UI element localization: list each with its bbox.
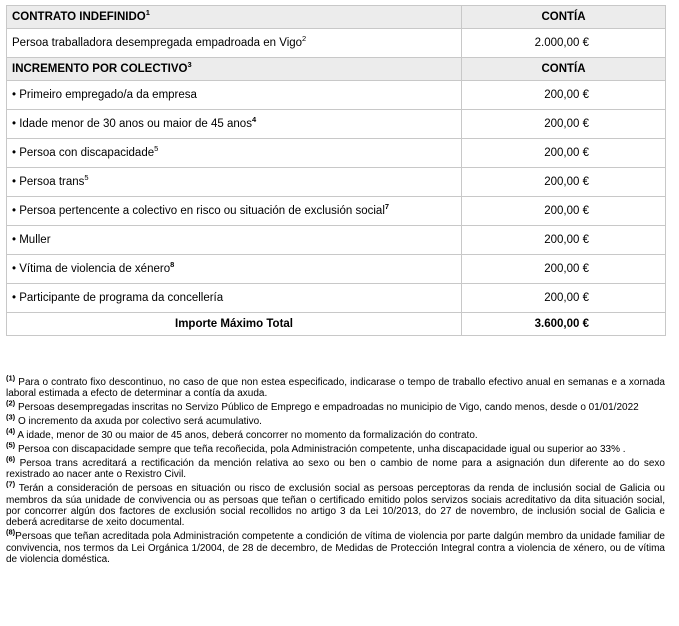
row-label-text: • Idade menor de 30 anos ou maior de 45 anos (12, 118, 252, 130)
footnote-2 (6, 398, 665, 414)
subsidy-table (6, 5, 666, 336)
footnote-1 (6, 373, 665, 400)
footnote-5 (6, 440, 665, 456)
row-amount: 200,00 € (462, 139, 666, 168)
footnote-mark: (6) (6, 454, 16, 464)
footnote-4 (6, 426, 665, 442)
footnote-mark: (7) (6, 479, 16, 489)
total-amount: 3.600,00 € (462, 313, 666, 336)
footnote-ref: 5 (84, 173, 89, 183)
amount-column-header: CONTÍA (462, 58, 666, 81)
footnote-text: O incremento da axuda por colectivo será acumulativo. (15, 416, 262, 428)
footnote-ref: 5 (154, 144, 159, 154)
row-label (7, 197, 462, 226)
footnotes (6, 373, 665, 568)
row-amount: 200,00 € (462, 226, 666, 255)
row-amount: 200,00 € (462, 110, 666, 139)
footnote-6 (6, 454, 665, 481)
table-row (7, 168, 666, 197)
footnote-8 (6, 528, 665, 566)
footnote-ref: 4 (251, 115, 257, 125)
table-row (7, 29, 666, 58)
footnote-text: Para o contrato fixo descontinuo, no caso de que non estea especificado, indicarase o tempo de traballo efectivo anual en semanas e a xornada laboral estimada a efecto de determinar a contía da axuda. (6, 377, 665, 400)
row-amount: 200,00 € (462, 81, 666, 110)
row-label (7, 255, 462, 284)
section-header-contrato (7, 6, 666, 29)
total-row (7, 313, 666, 336)
row-label-text: • Persoa trans (12, 176, 85, 188)
row-label-text: • Persoa con discapacidade (12, 147, 155, 159)
footnote-ref: 3 (187, 60, 192, 70)
row-label (7, 168, 462, 197)
footnote-mark: (2) (6, 398, 16, 408)
footnote-text: Persoas desempregadas inscritas no Servizo Público de Emprego e empadroadas no municipio de Vigo, cando menos, desde o 01/01/2022 (15, 402, 639, 414)
footnote-text: Persoa con discapacidade sempre que teña recoñecida, pola Administración competente, unha discapacidade igual ou superior ao 33% . (15, 444, 626, 456)
section-header-text: INCREMENTO POR COLECTIVO (12, 63, 188, 75)
table-row (7, 255, 666, 284)
footnote-ref: 8 (170, 260, 175, 270)
section-header-label (7, 6, 462, 29)
row-label (7, 110, 462, 139)
footnote-7 (6, 479, 665, 529)
row-label (7, 139, 462, 168)
footnote-ref: 2 (302, 34, 307, 44)
section-header-incremento (7, 58, 666, 81)
footnote-mark: (1) (6, 373, 16, 383)
row-label-text: Persoa traballadora desempregada empadroada en Vigo (12, 37, 303, 49)
row-amount: 200,00 € (462, 168, 666, 197)
row-label-text: • Participante de programa da concellería (12, 292, 224, 304)
table-row (7, 110, 666, 139)
footnote-text: Persoa trans acreditará a rectificación da mención relativa ao sexo ou ben o cambio de nome para a asignación dun diferente ao do sexo rexistrado ao nacer ante o Rexistro Civil. (6, 457, 665, 481)
row-label (7, 226, 462, 255)
row-label (7, 81, 462, 110)
amount-column-header: CONTÍA (462, 6, 666, 29)
footnote-mark: (4) (6, 426, 16, 436)
row-amount: 200,00 € (462, 197, 666, 226)
table-row (7, 226, 666, 255)
footnote-mark: (8) (6, 528, 16, 538)
row-label (7, 284, 462, 313)
footnote-text: Terán a consideración de persoas en situación ou risco de exclusión social as persoas perceptoras da renda de inclusión social de Galicia ou membros da súa unidade de convivencia ou as persoas que teñan o certificado emitido polos servizos sociais acreditativo da dita situación social, por concorrer algún dos factores de exclusión social recollidos no artigo 3 da Lei 10/2013, do 27 de novembro, de inclusión social de Galicia e deberá acreditarse de xeito documental. (6, 483, 665, 529)
row-label-text: • Primeiro empregado/a da empresa (12, 89, 197, 101)
footnote-3 (6, 412, 665, 428)
row-label-text: • Vítima de violencia de xénero (12, 263, 171, 275)
footnote-ref: 7 (384, 202, 390, 212)
footnote-mark: (3) (6, 412, 16, 422)
footnote-mark: (5) (6, 440, 16, 450)
row-amount: 2.000,00 € (462, 29, 666, 58)
section-header-label (7, 58, 462, 81)
footnote-text: Persoas que teñan acreditada pola Administración competente a condición de vítima de violencia por parte dalgún membro da unidade familiar de convivencia, nos termos da Lei Orgánica 1/2004, de 28 de decembro, de Medidas de Protección Integral contra a violencia de xénero, ou de vítima de violencia doméstica. (6, 531, 665, 566)
row-label-text: • Persoa pertencente a colectivo en risco ou situación de exclusión social (12, 205, 385, 217)
section-header-text: CONTRATO INDEFINIDO (12, 11, 146, 23)
table-row (7, 81, 666, 110)
table-row (7, 284, 666, 313)
table-row (7, 139, 666, 168)
subsidy-table-container (6, 5, 665, 336)
row-label (7, 29, 462, 58)
subsidy-table-body (7, 6, 666, 336)
row-amount: 200,00 € (462, 284, 666, 313)
footnote-ref: 1 (145, 8, 150, 18)
row-label-text: • Muller (12, 234, 51, 246)
row-amount: 200,00 € (462, 255, 666, 284)
table-row (7, 197, 666, 226)
total-label: Importe Máximo Total (7, 313, 462, 336)
footnote-text: A idade, menor de 30 ou maior de 45 anos, deberá concorrer no momento da formalización do contrato. (15, 430, 478, 442)
